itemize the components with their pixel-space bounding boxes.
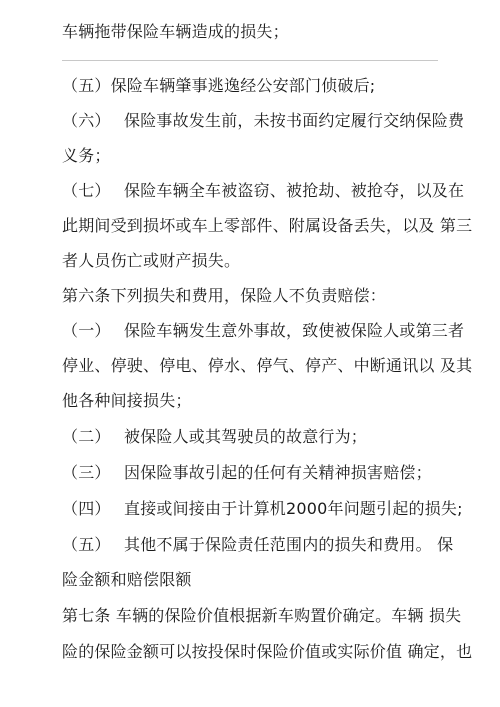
divider [62,60,438,61]
item-text: 其他不属于保险责任范围内的损失和费用。 保 [124,535,454,554]
text-line: 停业、停驶、停电、停水、停气、停产、中断通讯以 及其 [62,356,473,375]
item-text: 被保险人或其驾驶员的故意行为； [124,427,368,446]
item-number: （三） [62,463,111,482]
item-number: （一） [62,321,111,340]
item-number: （五） [62,76,111,95]
item-text: 保险事故发生前，未按书面约定履行交纳保险费 [124,111,465,130]
text-line: 者人员伤亡或财产损失。 [62,251,241,270]
text-line: 险金额和赔偿限额 [62,570,192,589]
item-text: 因保险事故引起的任何有关精神损害赔偿； [124,463,432,482]
text-line: 义务； [62,146,111,165]
text-line: 他各种间接损失； [62,391,192,410]
item-number: （二） [62,427,111,446]
item-number: （六） [62,111,111,130]
article-heading: 第六条下列损失和费用，保险人不负责赔偿： [62,286,387,305]
item-text: 直接或间接由于计算机2000年问题引起的损失; [124,499,463,518]
list-item [62,462,432,484]
list-item [62,534,453,556]
item-text: 保险车辆肇事逃逸经公安部门侦破后; [110,76,376,95]
text-line: 车辆拖带保险车辆造成的损失； [62,22,289,41]
item-number: （四） [62,499,111,518]
list-item [62,426,367,448]
list-item [62,498,463,520]
article-heading: 第七条 车辆的保险价值根据新车购置价确定。车辆 损失 [62,606,462,625]
text-line: 险的保险金额可以按投保时保险价值或实际价值 确定，也 [62,642,473,661]
list-item [62,75,375,97]
item-number: （五） [62,535,111,554]
list-item [62,180,464,202]
item-number: （七） [62,181,111,200]
list-item [62,110,464,132]
list-item [62,320,464,342]
item-text: 保险车辆全车被盗窃、被抢劫、被抢夺，以及在 [124,181,465,200]
text-line: 此期间受到损坏或车上零部件、附属设备丢失，以及 第三 [62,216,473,235]
item-text: 保险车辆发生意外事故，致使被保险人或第三者 [124,321,465,340]
